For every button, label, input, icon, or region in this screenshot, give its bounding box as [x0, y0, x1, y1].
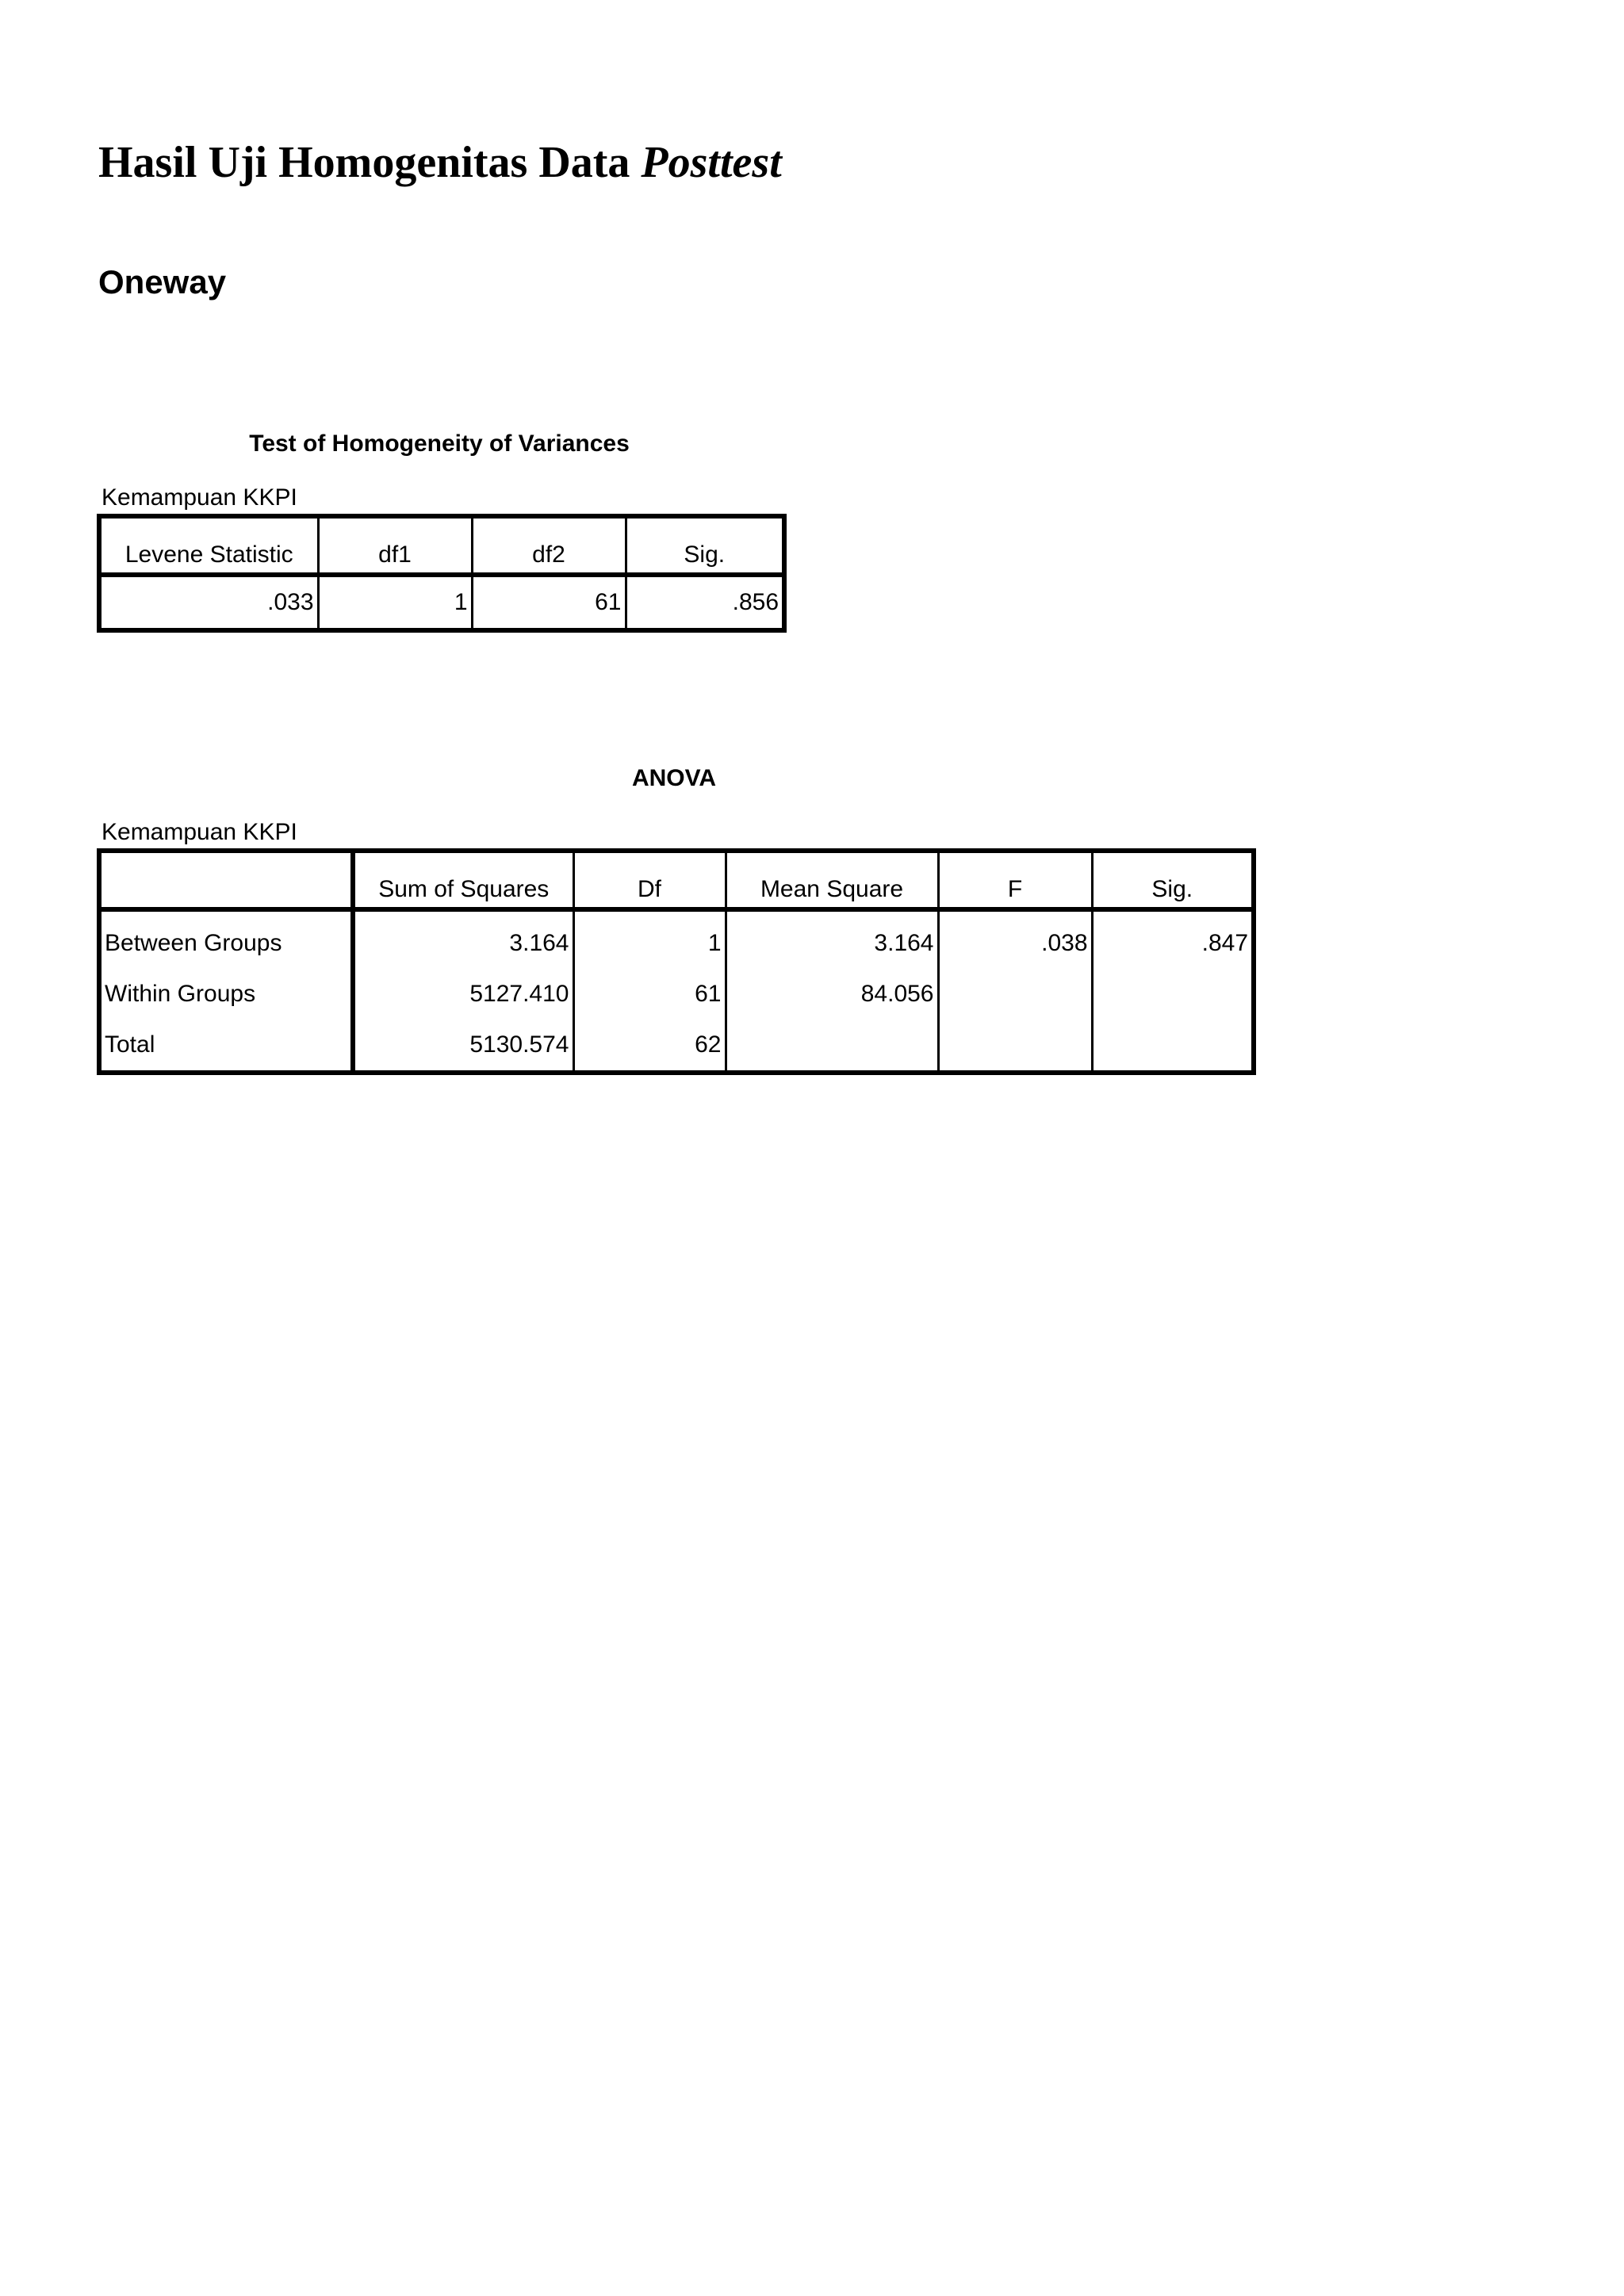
mean-square-value: 3.164	[726, 909, 938, 969]
anova-header-cell: F	[938, 851, 1092, 909]
document-title	[98, 135, 782, 190]
anova-header-cell: Sig.	[1092, 851, 1254, 909]
anova-variable-label: Kemampuan KKPI	[102, 819, 297, 845]
document-title-main: Hasil Uji Homogenitas Data	[98, 138, 642, 187]
row-label: Within Groups	[99, 969, 353, 1020]
levene-header-cell: Levene Statistic	[99, 516, 318, 575]
f-value	[938, 1020, 1092, 1073]
levene-header-cell: df2	[472, 516, 626, 575]
levene-variable-label: Kemampuan KKPI	[102, 484, 297, 511]
sum-of-squares-value: 5127.410	[353, 969, 573, 1020]
anova-table	[97, 848, 1256, 1075]
levene-table-title: Test of Homogeneity of Variances	[249, 430, 630, 457]
sig-value: .847	[1092, 909, 1254, 969]
sum-of-squares-value: 3.164	[353, 909, 573, 969]
levene-header-cell: df1	[318, 516, 472, 575]
levene-statistic-value: .033	[99, 575, 318, 630]
levene-header-cell: Sig.	[626, 516, 784, 575]
df-value: 62	[573, 1020, 726, 1073]
anova-header-cell: Mean Square	[726, 851, 938, 909]
levene-header-row	[99, 516, 784, 575]
levene-table	[97, 514, 787, 633]
mean-square-value	[726, 1020, 938, 1073]
sum-of-squares-value: 5130.574	[353, 1020, 573, 1073]
row-label: Between Groups	[99, 909, 353, 969]
section-heading: Oneway	[98, 263, 227, 300]
mean-square-value: 84.056	[726, 969, 938, 1020]
sig-value	[1092, 1020, 1254, 1073]
df-value: 61	[573, 969, 726, 1020]
df-value: 1	[573, 909, 726, 969]
row-label: Total	[99, 1020, 353, 1073]
levene-sig-value: .856	[626, 575, 784, 630]
anova-header-cell	[99, 851, 353, 909]
levene-df2-value: 61	[472, 575, 626, 630]
sig-value	[1092, 969, 1254, 1020]
document-title-italic: Posttest	[641, 138, 782, 187]
table-row	[99, 1020, 1254, 1073]
table-row	[99, 969, 1254, 1020]
anova-table-title: ANOVA	[631, 765, 717, 791]
table-row	[99, 909, 1254, 969]
table-row	[99, 575, 784, 630]
f-value	[938, 969, 1092, 1020]
anova-header-cell: Df	[573, 851, 726, 909]
levene-df1-value: 1	[318, 575, 472, 630]
anova-header-row	[99, 851, 1254, 909]
anova-header-cell: Sum of Squares	[353, 851, 573, 909]
f-value: .038	[938, 909, 1092, 969]
